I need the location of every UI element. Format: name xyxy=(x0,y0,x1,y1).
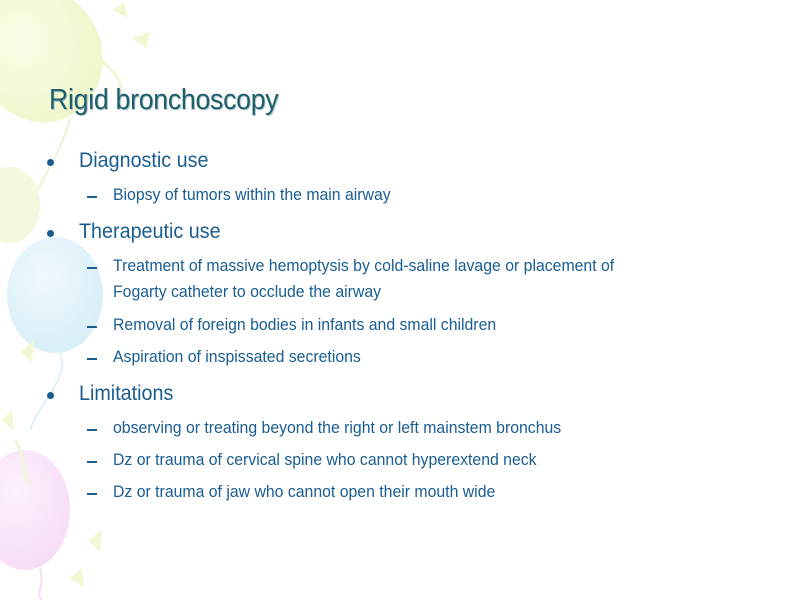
dash-icon xyxy=(87,196,97,198)
slide-title: Rigid bronchoscopy xyxy=(49,84,279,116)
sub-bullet-aspiration: Aspiration of inspissated secretions xyxy=(113,347,361,366)
sub-bullet-cervical-spine: Dz or trauma of cervical spine who cannot hyperextend neck xyxy=(113,450,537,469)
sub-bullet-jaw: Dz or trauma of jaw who cannot open their mouth wide xyxy=(113,482,496,501)
bullet-therapeutic-use: Therapeutic use xyxy=(79,220,221,243)
bullet-icon xyxy=(47,392,54,399)
bullet-diagnostic-use: Diagnostic use xyxy=(79,149,209,172)
dash-icon xyxy=(87,493,97,495)
sub-bullet-mainstem: observing or treating beyond the right or left mainstem bronchus xyxy=(113,418,562,437)
sub-bullet-hemoptysis-line1: Treatment of massive hemoptysis by cold-saline lavage or placement of xyxy=(113,256,615,275)
dash-icon xyxy=(87,267,97,269)
dash-icon xyxy=(87,429,97,431)
dash-icon xyxy=(87,358,97,360)
bullet-limitations: Limitations xyxy=(79,382,174,405)
sub-bullet-hemoptysis-line2: Fogarty catheter to occlude the airway xyxy=(113,282,382,301)
sub-bullet-biopsy: Biopsy of tumors within the main airway xyxy=(113,185,391,204)
dash-icon xyxy=(87,326,97,328)
bullet-icon xyxy=(47,230,54,237)
sub-bullet-foreign-bodies: Removal of foreign bodies in infants and small children xyxy=(113,315,497,334)
bullet-icon xyxy=(47,159,54,166)
dash-icon xyxy=(87,461,97,463)
